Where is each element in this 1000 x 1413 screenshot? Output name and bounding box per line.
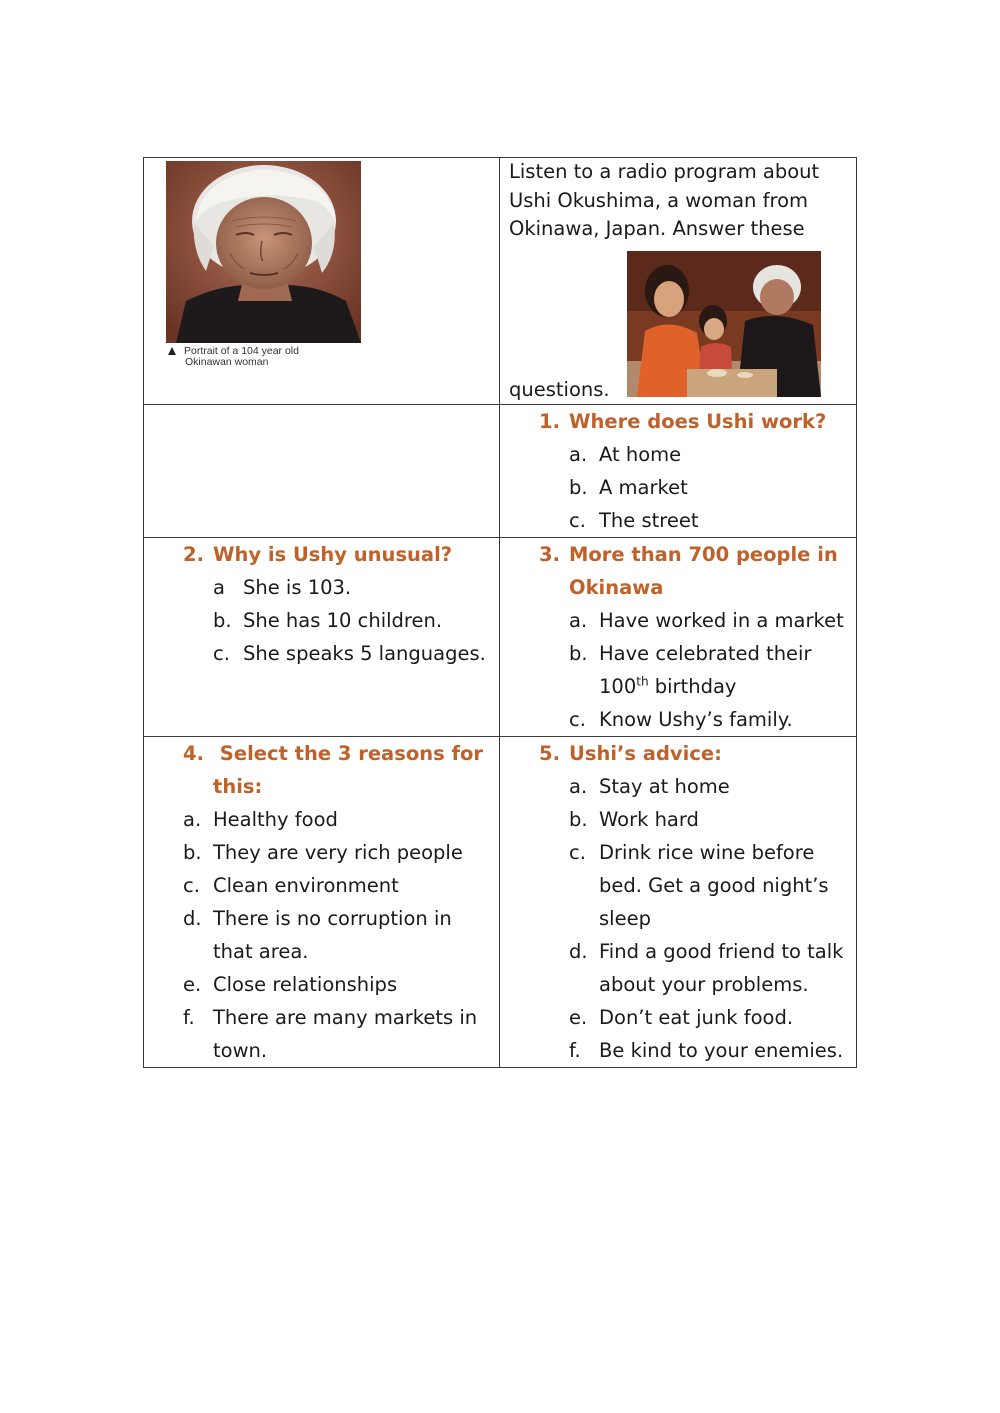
option-letter: a.: [569, 609, 588, 632]
option-letter: a.: [569, 443, 588, 466]
option-text: Be kind to your enemies.: [599, 1039, 844, 1062]
option-letter: a: [213, 576, 225, 599]
q4-option-f[interactable]: [183, 1001, 493, 1067]
q5-option-f[interactable]: [569, 1034, 850, 1067]
cell-border-stub: [143, 157, 360, 158]
q2-q3-row: [144, 538, 857, 737]
option-letter: c.: [183, 874, 200, 897]
q4-option-a[interactable]: [183, 803, 493, 836]
portrait-caption: [168, 346, 299, 368]
q1-cell: [500, 405, 857, 538]
intro-cell: [500, 158, 857, 405]
option-letter: a.: [183, 808, 202, 831]
q5-cell: [500, 737, 857, 1068]
q4-title-text: Select the 3 reasons for this:: [213, 742, 490, 798]
q5-option-d[interactable]: [569, 935, 850, 1001]
q4-option-c[interactable]: [183, 869, 493, 902]
q2-title-text: Why is Ushy unusual?: [213, 543, 453, 566]
option-text: She is 103.: [243, 576, 352, 599]
q2-title: [183, 538, 493, 571]
option-text: Close relationships: [213, 973, 398, 996]
option-text: They are very rich people: [213, 841, 463, 864]
option-text: Know Ushy’s family.: [599, 708, 793, 731]
q4-option-d[interactable]: [183, 902, 493, 968]
q4-number: 4.: [183, 742, 204, 765]
q1-row: [144, 405, 857, 538]
portrait-photo: [166, 161, 361, 343]
q5-option-b[interactable]: [569, 803, 850, 836]
portrait-cell: [144, 158, 500, 405]
option-text: She speaks 5 languages.: [243, 642, 486, 665]
q4-option-b[interactable]: [183, 836, 493, 869]
option-text: At home: [599, 443, 682, 466]
q2-option-a[interactable]: [213, 571, 493, 604]
q5-title: [539, 737, 850, 770]
option-letter: b.: [569, 642, 588, 665]
q2-option-b[interactable]: [213, 604, 493, 637]
option-text: Clean environment: [213, 874, 399, 897]
caption-line-2: Okinawan woman: [185, 355, 269, 368]
q4-option-e[interactable]: [183, 968, 493, 1001]
q2-option-c[interactable]: [213, 637, 493, 670]
option-letter: e.: [569, 1006, 588, 1029]
option-letter: e.: [183, 973, 202, 996]
intro-last-word: questions.: [509, 378, 610, 401]
option-letter: a.: [569, 775, 588, 798]
option-letter: d.: [569, 940, 588, 963]
q4-cell: [144, 737, 500, 1068]
q1-option-a[interactable]: [569, 438, 850, 471]
option-letter: c.: [569, 841, 586, 864]
option-text: Work hard: [599, 808, 699, 831]
q4-title: [183, 737, 493, 803]
q2-number: 2.: [183, 543, 204, 566]
option-text-part: Have celebrated their 100: [599, 642, 812, 698]
option-text: A market: [599, 476, 688, 499]
cell-border-stub: [360, 157, 500, 158]
option-letter: b.: [213, 609, 232, 632]
option-text: Drink rice wine before bed. Get a good night’s sleep: [599, 841, 829, 930]
option-letter: b.: [183, 841, 202, 864]
q1-option-c[interactable]: [569, 504, 850, 537]
q5-option-e[interactable]: [569, 1001, 850, 1034]
family-photo: [627, 251, 821, 397]
q3-title: [539, 538, 850, 604]
worksheet-table: [143, 157, 857, 1068]
option-letter: c.: [213, 642, 230, 665]
q4-q5-row: [144, 737, 857, 1068]
q1-option-b[interactable]: [569, 471, 850, 504]
q3-cell: [500, 538, 857, 737]
option-text-part: birthday: [648, 675, 737, 698]
option-text: Find a good friend to talk about your problems.: [599, 940, 844, 996]
caption-line-1: Portrait of a 104 year old: [184, 344, 299, 357]
option-text: There is no corruption in that area.: [213, 907, 452, 963]
option-letter: c.: [569, 509, 586, 532]
option-letter: f.: [183, 1006, 195, 1029]
option-text: Healthy food: [213, 808, 338, 831]
intro-row: [144, 158, 857, 405]
option-letter: f.: [569, 1039, 581, 1062]
q5-option-c[interactable]: [569, 836, 850, 935]
q3-number: 3.: [539, 543, 560, 566]
option-letter: b.: [569, 808, 588, 831]
triangle-icon: [168, 347, 176, 355]
option-text: She has 10 children.: [243, 609, 443, 632]
q2-cell: [144, 538, 500, 737]
q5-number: 5.: [539, 742, 560, 765]
q3-option-c[interactable]: [569, 703, 850, 736]
intro-text: Listen to a radio program about Ushi Okushima, a woman from Okinawa, Japan. Answer these: [509, 160, 820, 240]
option-text: [599, 637, 850, 703]
q3-option-a[interactable]: [569, 604, 850, 637]
q5-option-a[interactable]: [569, 770, 850, 803]
option-text: Don’t eat junk food.: [599, 1006, 794, 1029]
option-text: Have worked in a market: [599, 609, 844, 632]
q1-title: [539, 405, 850, 438]
q1-title-text: Where does Ushi work?: [569, 410, 827, 433]
q5-title-text: Ushi’s advice:: [569, 742, 722, 765]
ordinal-superscript: th: [636, 674, 649, 689]
option-letter: d.: [183, 907, 202, 930]
option-letter: c.: [569, 708, 586, 731]
option-text: Stay at home: [599, 775, 730, 798]
option-text: There are many markets in town.: [213, 1006, 478, 1062]
q3-title-text: More than 700 people in Okinawa: [569, 543, 838, 599]
empty-cell: [144, 405, 500, 538]
option-text: The street: [599, 509, 699, 532]
q3-option-b[interactable]: [569, 637, 850, 703]
option-letter: b.: [569, 476, 588, 499]
q1-number: 1.: [539, 410, 560, 433]
